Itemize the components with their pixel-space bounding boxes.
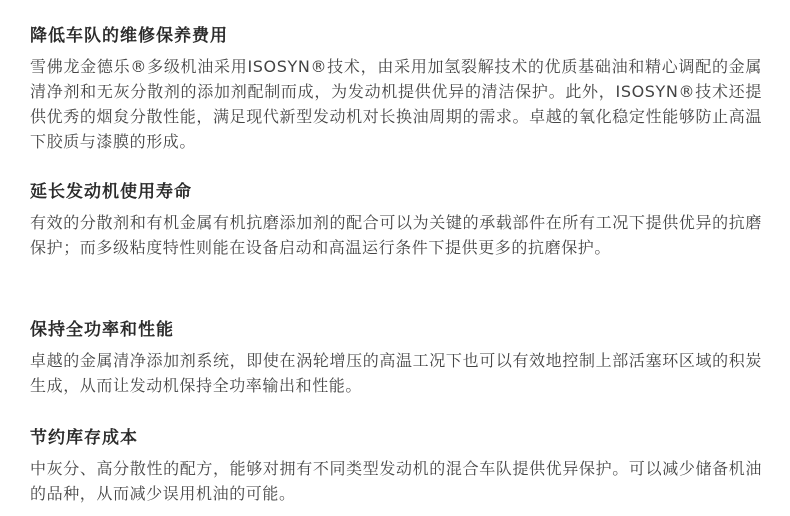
section-body: 有效的分散剂和有机金属有机抗磨添加剂的配合可以为关键的承载部件在所有工况下提供优异的抗磨保护；而多级粘度特性则能在设备启动和高温运行条件下提供更多的抗磨保护。	[30, 213, 762, 257]
section-maintenance-cost	[30, 24, 762, 154]
section-body: 中灰分、高分散性的配方，能够对拥有不同类型发动机的混合车队提供优异保护。可以减少储备机油的品种，从而减少误用机油的可能。	[30, 459, 762, 503]
section-heading: 降低车队的维修保养费用	[30, 26, 228, 46]
section-body: 雪佛龙金德乐®多级机油采用ISOSYN®技术，由采用加氢裂解技术的优质基础油和精心调配的金属清净剂和无灰分散剂的添加剂配制而成，为发动机提供优异的清洁保护。此外，ISOSYN®技术还提供优秀的烟炱分散性能，满足现代新型发动机对长换油周期的需求。卓越的氧化稳定性能够防止高温下胶质与漆膜的形成。	[30, 57, 762, 151]
section-heading: 节约库存成本	[30, 428, 138, 448]
section-body: 卓越的金属清净添加剂系统，即使在涡轮增压的高温工况下也可以有效地控制上部活塞环区域的积炭生成，从而让发动机保持全功率输出和性能。	[30, 351, 762, 395]
section-heading: 保持全功率和性能	[30, 320, 174, 340]
section-engine-life	[30, 180, 762, 260]
section-full-power	[30, 318, 762, 398]
section-heading: 延长发动机使用寿命	[30, 182, 192, 202]
section-inventory-cost	[30, 426, 762, 506]
